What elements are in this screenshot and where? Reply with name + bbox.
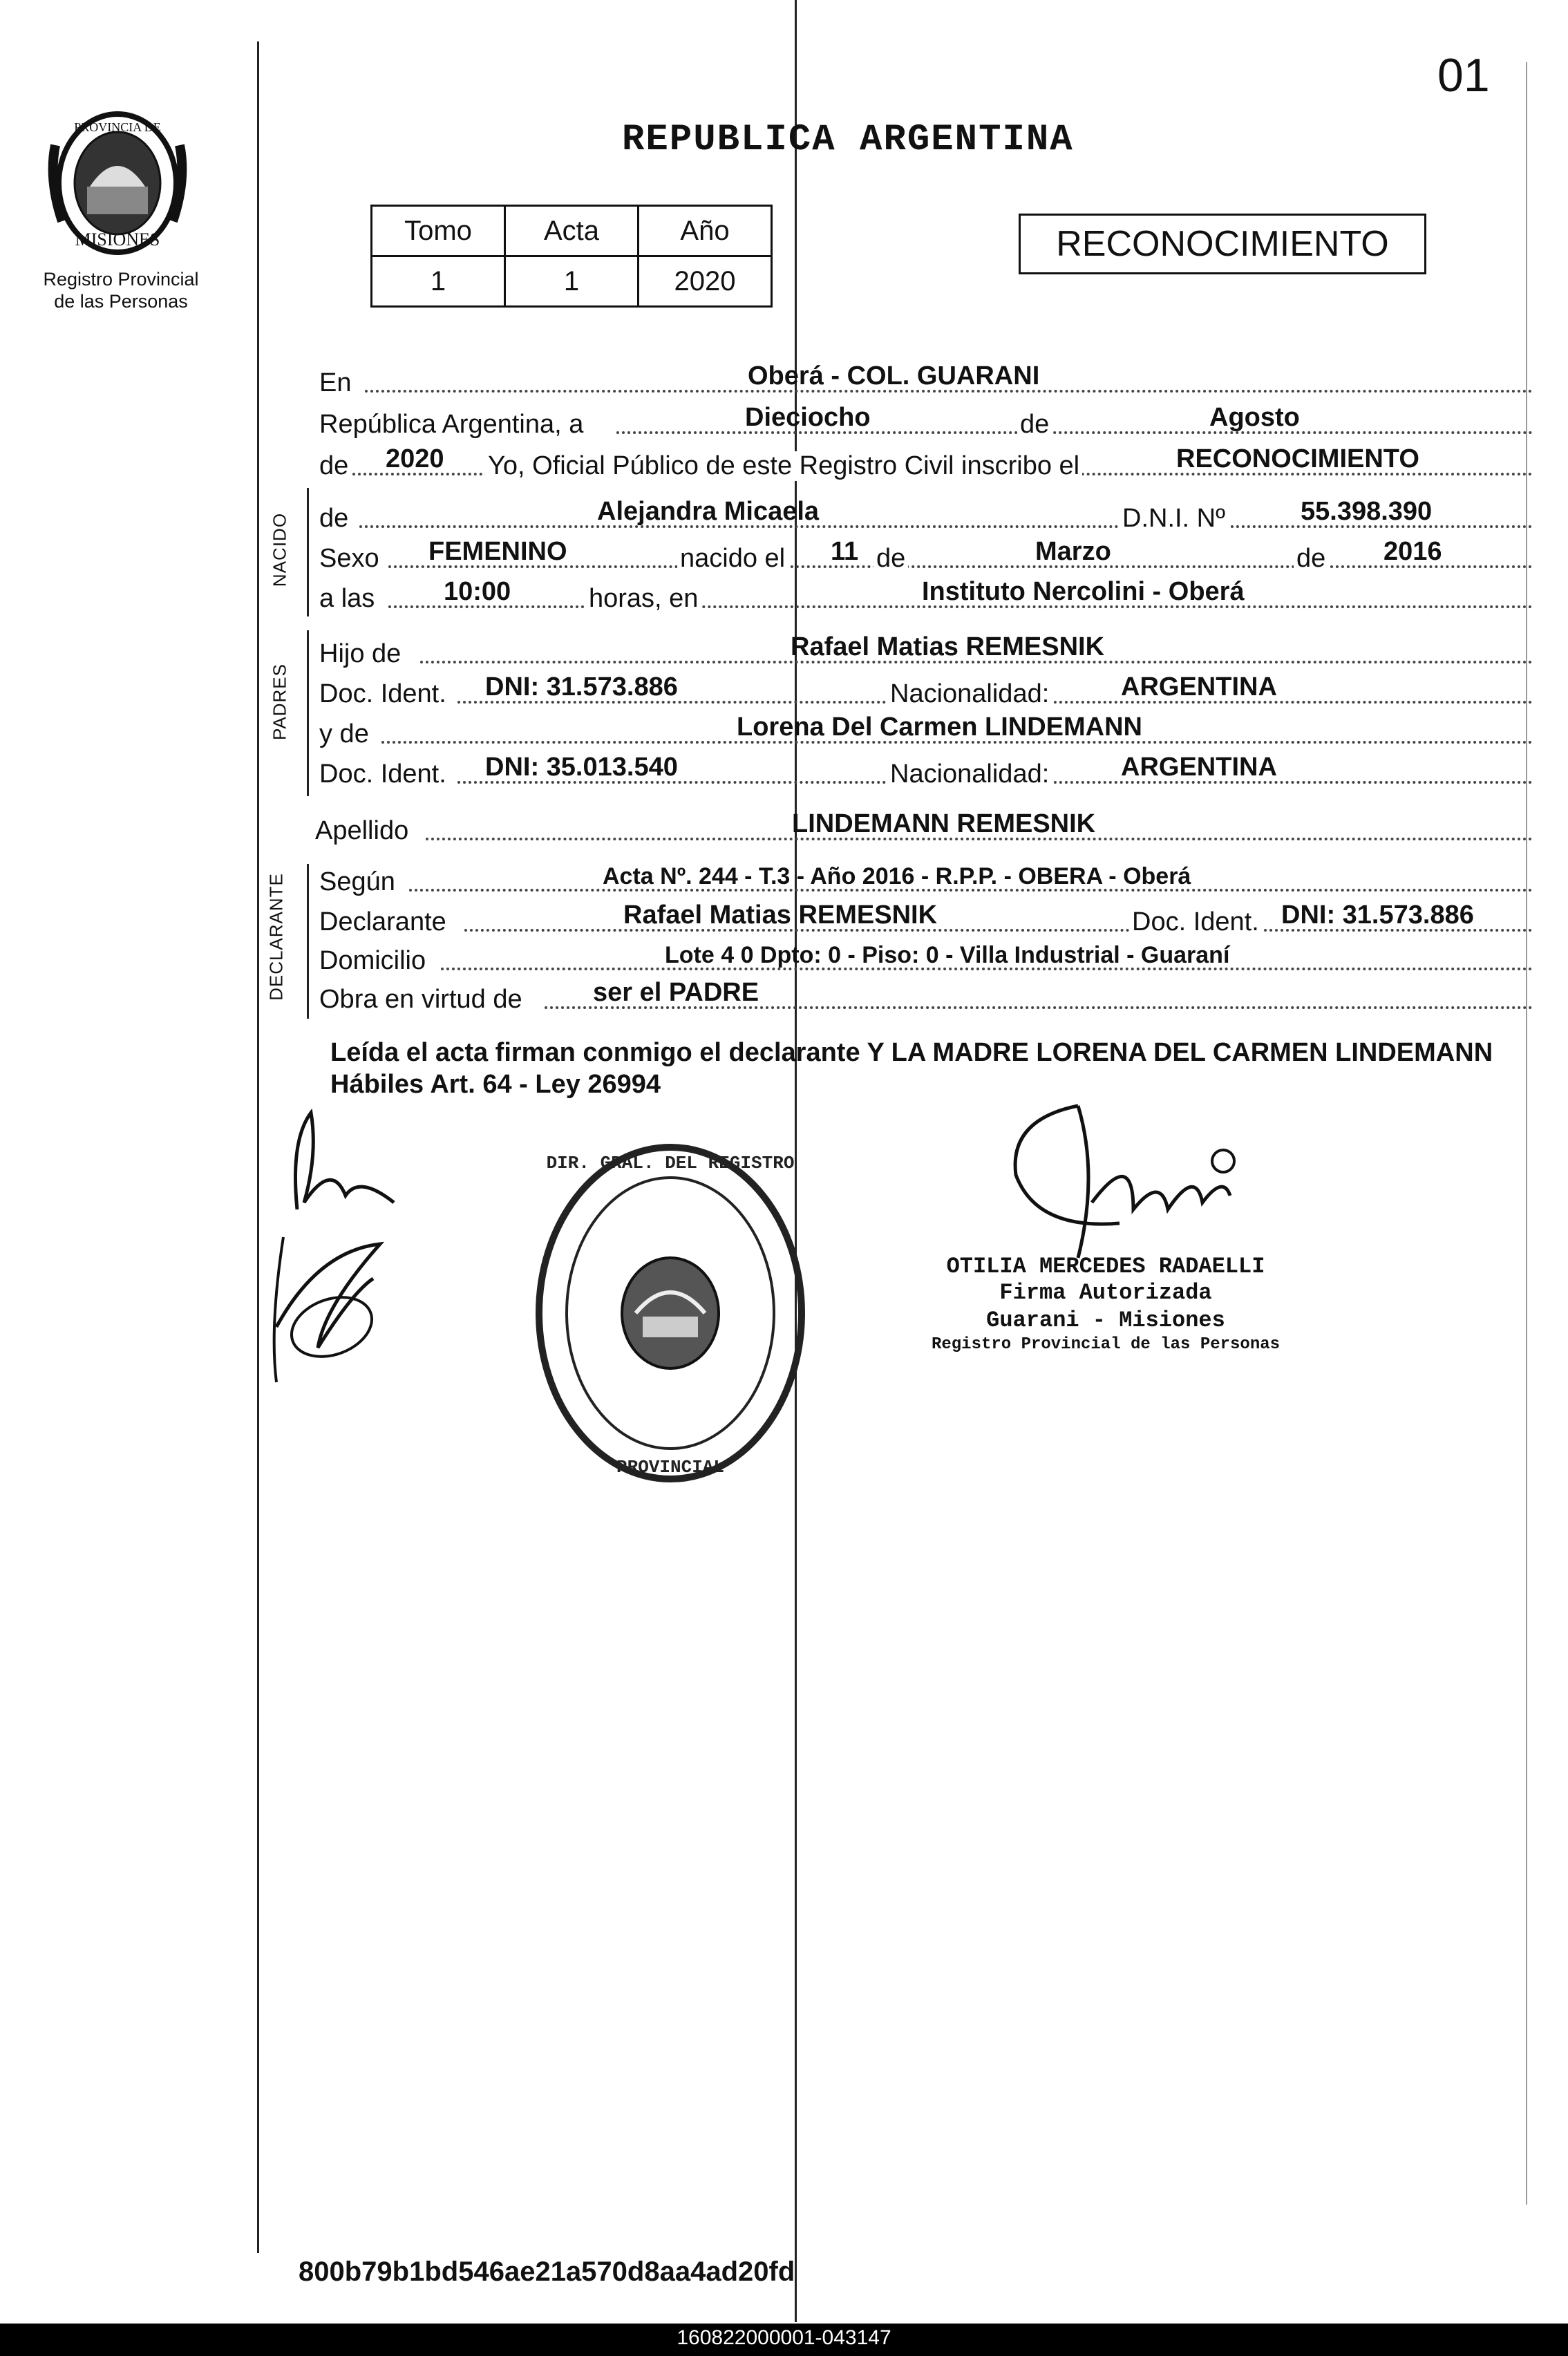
page-number: 01 <box>1437 49 1490 102</box>
side-label-declarante: DECLARANTE <box>265 873 287 1001</box>
row-year: de 2020 Yo, Oficial Público de este Registro Civil inscribo el RECONOCIMIENTO <box>319 444 1494 481</box>
declarante-bracket <box>307 864 309 1019</box>
mother-nationality-value: ARGENTINA <box>1121 753 1277 782</box>
month-value: Agosto <box>1209 403 1300 432</box>
registry-seal-stamp <box>525 1133 815 1493</box>
row-child-name: de Alejandra Micaela D.N.I. Nº 55.398.390 <box>319 496 1494 534</box>
birth-hour-value: 10:00 <box>444 577 511 606</box>
row-surname: Apellido LINDEMANN REMESNIK <box>315 809 1490 846</box>
birth-year-value: 2016 <box>1383 537 1442 566</box>
row-segun: Según Acta Nº. 244 - T.3 - Año 2016 - R.P.P. - OBERA - Oberá <box>319 860 1494 897</box>
sex-value: FEMENINO <box>428 537 567 566</box>
declarante-signature <box>256 1099 422 1389</box>
father-name-value: Rafael Matias REMESNIK <box>791 632 1105 661</box>
row-domicilio: Domicilio Lote 4 0 Dpto: 0 - Piso: 0 - Villa Industrial - Guaraní <box>319 939 1494 976</box>
side-label-padres: PADRES <box>269 663 290 740</box>
footer-code: 160822000001-043147 <box>677 2326 891 2349</box>
official-signature <box>995 1092 1258 1265</box>
document-title: REPUBLICA ARGENTINA <box>622 119 1074 161</box>
official-name: OTILIA MERCEDES RADAELLI <box>946 1254 1265 1279</box>
row-obra: Obra en virtud de ser el PADRE <box>319 977 1494 1015</box>
padres-bracket <box>307 630 309 796</box>
row-declarante: Declarante Rafael Matias REMESNIK Doc. Ident. DNI: 31.573.886 <box>319 900 1494 937</box>
svg-text:MISIONES: MISIONES <box>75 229 160 249</box>
svg-text:PROVINCIAL: PROVINCIAL <box>616 1457 725 1478</box>
year-value: 2020 <box>386 444 444 473</box>
place-value: Oberá - COL. GUARANI <box>748 361 1040 390</box>
row-father-doc: Doc. Ident. DNI: 31.573.886 Nacionalidad: ARGENTINA <box>319 672 1494 709</box>
child-name-value: Alejandra Micaela <box>597 497 820 526</box>
logo-caption: Registro Provincial de las Personas <box>43 269 199 312</box>
right-margin-line <box>1526 62 1527 2205</box>
table-header: Tomo <box>372 206 505 256</box>
row-father: Hijo de Rafael Matias REMESNIK <box>319 632 1494 669</box>
table-cell: 1 <box>372 256 505 307</box>
nacido-bracket <box>307 488 309 616</box>
row-hour-place: a las 10:00 horas, en Instituto Nercolini - Oberá <box>319 576 1494 614</box>
mother-name-value: Lorena Del Carmen LINDEMANN <box>737 713 1142 742</box>
row-en: En Oberá - COL. GUARANI <box>319 361 1494 398</box>
document-hash: 800b79b1bd546ae21a570d8aa4ad20fd <box>299 2256 795 2287</box>
table-cell: 1 <box>505 256 639 307</box>
table-header: Acta <box>505 206 639 256</box>
official-role: Firma Autorizada <box>999 1280 1212 1306</box>
svg-text:PROVINCIA DE: PROVINCIA DE <box>74 120 161 134</box>
row-date: República Argentina, a Dieciocho de Agosto <box>319 402 1494 440</box>
row-mother-doc: Doc. Ident. DNI: 35.013.540 Nacionalidad: ARGENTINA <box>319 752 1494 789</box>
closing-statement: Leída el acta firman conmigo el declarante Y LA MADRE LORENA DEL CARMEN LINDEMANN Hábiles Art. 64 - Ley 26994 <box>330 1038 1493 1099</box>
act-type-box: RECONOCIMIENTO <box>1019 214 1426 274</box>
row-sex-birth: Sexo FEMENINO nacido el 11 de Marzo de 2016 <box>319 536 1494 574</box>
official-location: Guarani - Misiones <box>986 1308 1225 1333</box>
register-table <box>370 205 773 308</box>
declarante-doc-value: DNI: 31.573.886 <box>1281 901 1474 930</box>
surname-value: LINDEMANN REMESNIK <box>792 809 1096 838</box>
child-dni-value: 55.398.390 <box>1301 497 1433 526</box>
table-cell: 2020 <box>639 256 772 307</box>
obra-value: ser el PADRE <box>593 978 759 1007</box>
official-office: Registro Provincial de las Personas <box>931 1335 1281 1354</box>
act-value: RECONOCIMIENTO <box>1176 444 1419 473</box>
day-value: Dieciocho <box>745 403 871 432</box>
table-header: Año <box>639 206 772 256</box>
side-label-nacido: NACIDO <box>269 512 290 587</box>
mother-doc-value: DNI: 35.013.540 <box>485 753 678 782</box>
province-coat-of-arms-logo <box>41 104 193 263</box>
segun-value: Acta Nº. 244 - T.3 - Año 2016 - R.P.P. - OBERA - Oberá <box>603 863 1191 889</box>
domicilio-value: Lote 4 0 Dpto: 0 - Piso: 0 - Villa Industrial - Guaraní <box>665 942 1230 968</box>
birth-place-value: Instituto Nercolini - Oberá <box>922 577 1245 606</box>
birth-month-value: Marzo <box>1035 537 1111 566</box>
row-mother: y de Lorena Del Carmen LINDEMANN <box>319 712 1494 749</box>
father-doc-value: DNI: 31.573.886 <box>485 672 678 701</box>
svg-text:DIR. GRAL. DEL REGISTRO: DIR. GRAL. DEL REGISTRO <box>546 1153 795 1174</box>
birth-day-value: 11 <box>831 537 859 566</box>
father-nationality-value: ARGENTINA <box>1121 672 1277 701</box>
declarante-value: Rafael Matias REMESNIK <box>623 901 938 930</box>
